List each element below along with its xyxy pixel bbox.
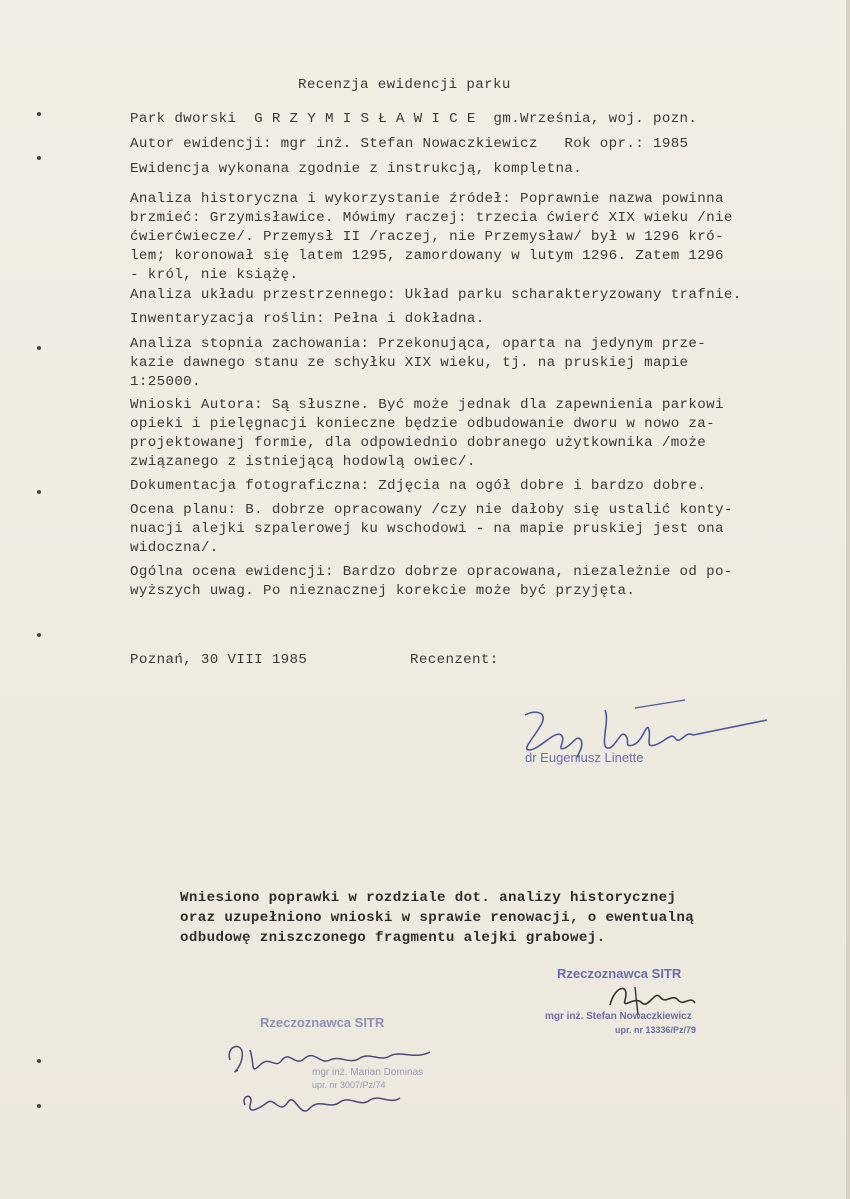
punch-hole-mark	[37, 633, 41, 637]
punch-hole-mark	[37, 346, 41, 350]
body-line: Ocena planu: B. dobrze opracowany /czy nie dałoby się ustalić konty-	[130, 502, 733, 518]
right-stamp-number: upr. nr 13336/Pz/79	[615, 1025, 697, 1035]
park-line: Park dworski G R Z Y M I S Ł A W I C E gm.Września, woj. pozn.	[130, 111, 698, 127]
body-line: 1:25000.	[130, 374, 201, 390]
left-stamp-number: upr. nr 3007/Pz/74	[312, 1080, 386, 1090]
body-line: lem; koronował się latem 1295, zamordowany w lutym 1296. Zatem 1296	[130, 248, 724, 264]
body-line: Wnioski Autora: Są słuszne. Być może jednak dla zapewnienia parkowi	[130, 397, 724, 413]
punch-hole-mark	[37, 156, 41, 160]
body-line: brzmieć: Grzymisławice. Mówimy raczej: trzecia ćwierć XIX wieku /nie	[130, 210, 733, 226]
right-stamp-heading: Rzeczoznawca SITR	[557, 966, 682, 981]
note-line: odbudowę zniszczonego fragmentu alejki grabowej.	[180, 930, 606, 946]
body-line: widoczna/.	[130, 540, 219, 556]
reviewer-signature	[515, 690, 775, 780]
left-stamp-heading: Rzeczoznawca SITR	[260, 1015, 385, 1030]
note-line: oraz uzupełniono wnioski w sprawie renowacji, o ewentualną	[180, 910, 695, 926]
body-line: ćwierćwiecze/. Przemysł II /raczej, nie Przemysław/ był w 1296 kró-	[130, 229, 724, 245]
body-line: Analiza układu przestrzennego: Układ parku scharakteryzowany trafnie.	[130, 287, 742, 303]
punch-hole-mark	[37, 112, 41, 116]
body-line: Analiza stopnia zachowania: Przekonująca, oparta na jedynym prze-	[130, 336, 707, 352]
place-date: Poznań, 30 VIII 1985	[130, 652, 308, 668]
right-stamp-name: mgr inż. Stefan Nowaczkiewicz	[545, 1011, 692, 1022]
punch-hole-mark	[37, 1059, 41, 1063]
body-line: Inwentaryzacja roślin: Pełna i dokładna.	[130, 311, 485, 327]
punch-hole-mark	[37, 1104, 41, 1108]
body-line: Ogólna ocena ewidencji: Bardzo dobrze opracowana, niezależnie od po-	[130, 564, 733, 580]
left-stamp-name: mgr inż. Marian Dominas	[312, 1067, 424, 1078]
body-line: kazie dawnego stanu ze schyłku XIX wieku, tj. na pruskiej mapie	[130, 355, 689, 371]
author-line: Autor ewidencji: mgr inż. Stefan Nowaczkiewicz Rok opr.: 1985	[130, 136, 689, 152]
punch-hole-mark	[37, 490, 41, 494]
body-line: projektowanej formie, dla odpowiednio dobranego użytkownika /może	[130, 435, 707, 451]
note-line: Wniesiono poprawki w rozdziale dot. analizy historycznej	[180, 890, 677, 906]
body-line: opieki i pielęgnacji konieczne będzie odbudowanie dworu w nowo za-	[130, 416, 716, 432]
body-line: Ewidencja wykonana zgodnie z instrukcją, kompletna.	[130, 161, 583, 177]
reviewer-stamp: dr Eugeniusz Linette	[525, 750, 644, 765]
body-line: związanego z istniejącą hodowlą owiec/.	[130, 454, 476, 470]
body-line: - król, nie książę.	[130, 267, 299, 283]
body-line: Dokumentacja fotograficzna: Zdjęcia na ogół dobre i bardzo dobre.	[130, 478, 707, 494]
body-line: Analiza historyczna i wykorzystanie źródeł: Poprawnie nazwa powinna	[130, 191, 724, 207]
reviewer-label: Recenzent:	[410, 652, 499, 668]
document-title: Recenzja ewidencji parku	[298, 77, 511, 93]
body-line: nuacji alejki szpalerowej ku wschodowi - na mapie pruskiej jest ona	[130, 521, 724, 537]
body-line: wyższych uwag. Po nieznacznej korekcie może być przyjęta.	[130, 583, 636, 599]
